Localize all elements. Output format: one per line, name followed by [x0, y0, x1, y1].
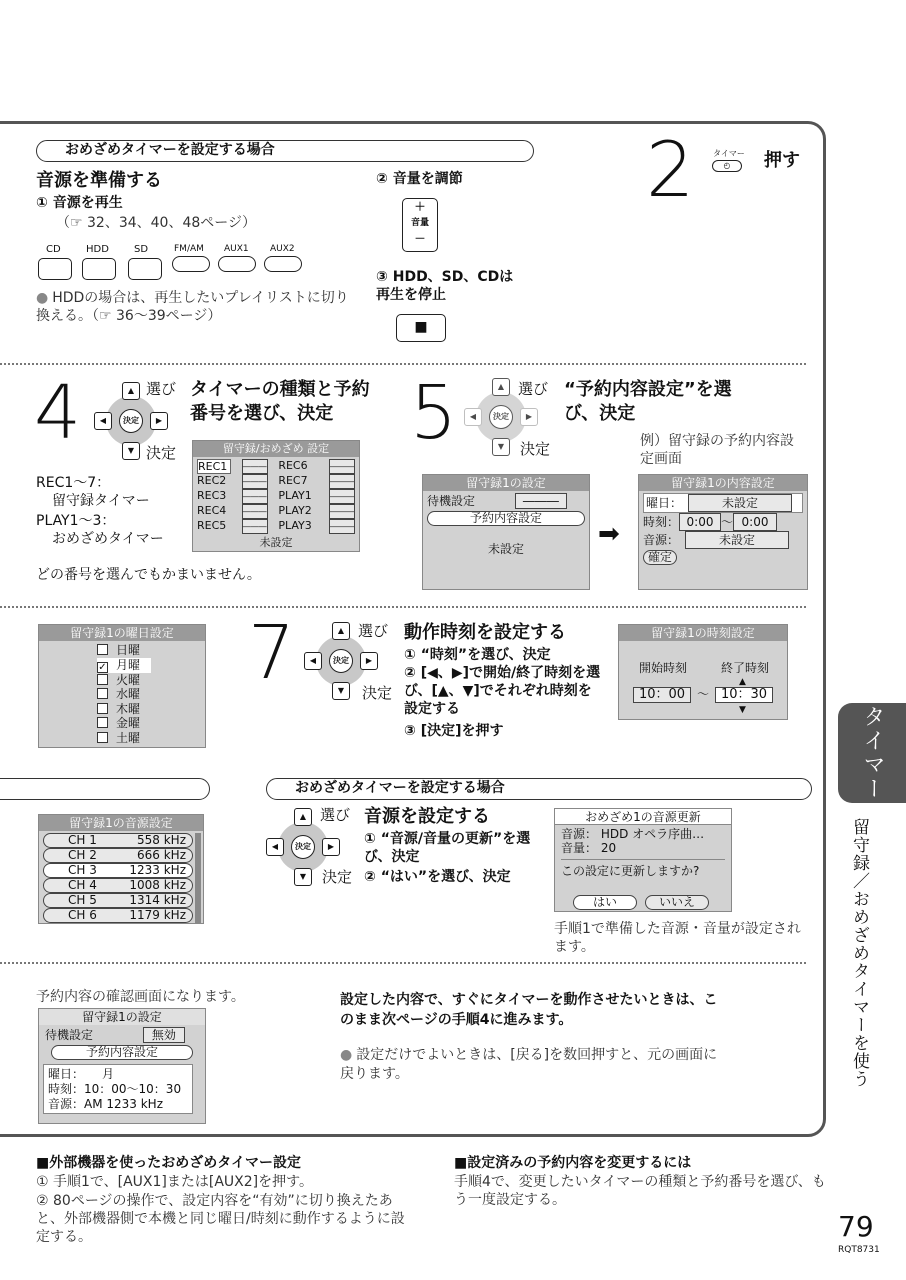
hdd-label: HDD — [86, 244, 109, 255]
left-button[interactable]: ◀ — [94, 412, 112, 430]
side-tab-timer[interactable]: タイマー — [838, 703, 906, 803]
desc-play2: おめざめタイマー — [52, 531, 164, 547]
start-label: 開始時刻 — [639, 661, 688, 675]
step1-sub1: ① 音源を再生 — [36, 195, 123, 211]
standby-value: 無効 — [143, 1027, 185, 1043]
screen-title: 留守録1の曜日設定 — [39, 625, 205, 641]
step8-ok-label: 決定 — [322, 868, 353, 886]
left-button[interactable]: ◀ — [266, 838, 284, 856]
step5-title: “予約内容設定”を選び、決定 — [564, 379, 732, 424]
content-setting-item[interactable]: 予約内容設定 — [51, 1045, 193, 1060]
yes-button[interactable]: はい — [573, 895, 637, 910]
footer-right-1: 手順4で、変更したいタイマーの種類と予約番号を選び、もう一度設定する。 — [454, 1174, 826, 1208]
checkbox-icon[interactable] — [97, 644, 108, 655]
timer-button-label: タイマー — [713, 149, 745, 158]
enter-button[interactable]: 決定 — [489, 405, 513, 429]
screen-time-settings — [618, 624, 788, 720]
day-item[interactable]: 木曜 — [97, 702, 205, 717]
day-item[interactable]: 火曜 — [97, 673, 205, 688]
step1-title: 音源を準備する — [36, 170, 162, 191]
step9-note: ● 設定だけでよいときは、[戻る]を数回押すと、元の画面に戻ります。 — [340, 1046, 720, 1084]
step8-l1: ① “音源/音量の更新”を選び、決定 — [364, 831, 531, 865]
footer-right-title: ■設定済みの予約内容を変更するには — [454, 1155, 692, 1171]
screen-timer-settings — [422, 474, 590, 590]
step9-bold-text: 設定した内容で、すぐにタイマーを動作させたいときは、このまま次ページの手順4に進みます。 — [340, 992, 718, 1028]
update-question: この設定に更新しますか? — [561, 859, 725, 878]
step1-note: ● HDDの場合は、再生したいプレイリストに切り換える。（☞ 36～39ページ） — [36, 289, 356, 325]
day-item[interactable]: 日曜 — [97, 643, 205, 658]
section-header-wake-timer-2: おめざめタイマーを設定する場合 — [266, 778, 812, 800]
up-button[interactable]: ▲ — [332, 622, 350, 640]
rec-row[interactable]: REC1 ――― REC6 ――― — [198, 459, 354, 473]
end-time-field[interactable]: 10：30 — [715, 687, 773, 703]
time-start: 0:00 — [679, 513, 721, 531]
step7-number: 7 — [248, 610, 296, 696]
tilde: ～ — [697, 687, 710, 701]
standby-value: ――― — [515, 493, 567, 509]
vol-plus: ＋ — [414, 200, 426, 213]
step9-intro: 予約内容の確認画面になります。 — [36, 989, 245, 1005]
step5-example: 例）留守録の予約内容設定画面 — [640, 433, 794, 467]
channel-item[interactable]: CH 5 1314 kHz — [43, 893, 193, 908]
step8-l2: ② “はい”を選び、決定 — [364, 869, 511, 885]
aux1-button[interactable] — [218, 256, 256, 272]
divider-3 — [0, 962, 806, 964]
cd-label: CD — [46, 244, 61, 255]
standby-label: 待機設定 — [427, 494, 476, 508]
screen-content-settings — [638, 474, 808, 590]
step1-sub3: ③ HDD、SD、CDは再生を停止 — [376, 269, 514, 303]
step8-title: 音源を設定する — [364, 806, 490, 827]
volume-button[interactable] — [402, 198, 438, 252]
step7-sel-label: 選び — [358, 622, 389, 640]
step5-number: 5 — [410, 370, 458, 456]
page-number: 79 — [838, 1210, 874, 1243]
desc-rec: REC1～7： — [36, 475, 111, 491]
step2-number: 2 — [646, 125, 695, 214]
down-arrow-icon: ▼ — [739, 705, 746, 715]
footer-left-1: ① 手順1で、[AUX1]または[AUX2]を押す。 — [36, 1174, 313, 1190]
side-section-title: 留守録／おめざめタイマーを使う — [849, 818, 869, 1088]
down-button[interactable]: ▼ — [294, 868, 312, 886]
checkbox-icon[interactable] — [97, 674, 108, 685]
step7-ok-label: 決定 — [362, 684, 393, 702]
section-header-wake-timer: おめざめタイマーを設定する場合 — [36, 140, 534, 162]
step7-l2: ② [◀、▶]で開始/終了時刻を選び、[▲、▼]でそれぞれ時刻を設定する — [404, 665, 601, 717]
scrollbar[interactable] — [195, 833, 201, 923]
step4-sel-label: 選び — [146, 380, 177, 398]
rec-row[interactable]: REC2 ――― REC7 ――― — [197, 474, 354, 487]
right-button[interactable]: ▶ — [322, 838, 340, 856]
day-item[interactable]: 水曜 — [97, 687, 205, 702]
enter-button[interactable]: 決定 — [119, 409, 143, 433]
day-item[interactable]: 土曜 — [97, 731, 205, 746]
footer-left-title: ■外部機器を使ったおめざめタイマー設定 — [36, 1155, 301, 1171]
rec-row[interactable]: REC3 ――― PLAY1 ――― — [197, 489, 354, 502]
standby-row — [423, 491, 589, 511]
step4-title: タイマーの種類と予約番号を選び、決定 — [190, 379, 370, 424]
checkbox-icon[interactable] — [97, 732, 108, 743]
screen-title: 留守録1の設定 — [39, 1009, 205, 1025]
checkbox-icon[interactable] — [97, 688, 108, 699]
divider-1 — [0, 363, 806, 365]
channel-list — [39, 831, 203, 923]
right-button[interactable]: ▶ — [360, 652, 378, 670]
no-button[interactable]: いいえ — [645, 895, 709, 910]
step8-sel-label: 選び — [320, 806, 351, 824]
divider-2 — [0, 606, 806, 608]
right-button[interactable]: ▶ — [150, 412, 168, 430]
standby-label: 待機設定 — [45, 1028, 94, 1042]
day-row[interactable]: 曜日： 未設定 — [643, 493, 803, 513]
unset-text: 未設定 — [487, 542, 524, 556]
fmam-button[interactable] — [172, 256, 210, 272]
hdd-button[interactable] — [82, 258, 116, 280]
desc-play: PLAY1～3： — [36, 513, 116, 529]
vol-minus: － — [414, 232, 426, 245]
stop-button[interactable]: ■ — [396, 314, 446, 342]
source-row[interactable]: 音源： 未設定 — [643, 531, 803, 549]
screen-confirm — [38, 1008, 206, 1124]
content-setting-item[interactable]: 予約内容設定 — [427, 511, 585, 526]
left-button[interactable]: ◀ — [464, 408, 482, 426]
arrow-right-icon: ➡ — [598, 519, 620, 549]
time-row[interactable]: 時刻： 0:00 ～ 0:00 — [643, 513, 803, 531]
confirm-button[interactable]: 確定 — [643, 550, 677, 565]
checkbox-icon[interactable]: ✓ — [98, 661, 107, 673]
aux2-button[interactable] — [264, 256, 302, 272]
screen-title: おめざめ1の音源更新 — [555, 809, 731, 825]
screen-timer-select — [192, 440, 360, 552]
summary-source: 音源：AM 1233 kHz — [48, 1097, 164, 1111]
day-item[interactable]: ✓ 月曜 — [97, 658, 151, 673]
screen-source-update — [554, 808, 732, 912]
end-label: 終了時刻 — [721, 661, 770, 675]
step7-l3: ③ [決定]を押す — [404, 723, 504, 739]
summary-day: 曜日： 月 — [48, 1067, 115, 1081]
step1-sub2: ② 音量を調節 — [376, 171, 463, 187]
summary-box — [43, 1064, 193, 1114]
section-header-left-stub — [0, 778, 210, 800]
checkbox-icon[interactable] — [97, 717, 108, 728]
source-buttons — [38, 244, 308, 284]
update-volume: 音量： 20 — [561, 841, 617, 855]
channel-item[interactable]: CH 3 1233 kHz — [43, 863, 193, 878]
desc-rec2: 留守録タイマー — [52, 493, 150, 509]
up-button[interactable]: ▲ — [122, 382, 140, 400]
day-value: 未設定 — [688, 494, 792, 512]
sd-label: SD — [134, 244, 149, 255]
down-button[interactable]: ▼ — [332, 682, 350, 700]
down-button[interactable]: ▼ — [122, 442, 140, 460]
step7-l1: ① “時刻”を選び、決定 — [404, 647, 551, 663]
step4-number: 4 — [34, 370, 82, 456]
day-list — [39, 641, 205, 745]
day-item[interactable]: 金曜 — [97, 716, 205, 731]
screen-title: 留守録/おめざめ 設定 — [193, 441, 359, 457]
rec-grid — [193, 457, 359, 536]
up-button[interactable]: ▲ — [492, 378, 510, 396]
start-time-field[interactable]: 10：00 — [633, 687, 691, 703]
checkbox-icon[interactable] — [97, 703, 108, 714]
time-end: 0:00 — [733, 513, 777, 531]
source-value: 未設定 — [685, 531, 789, 549]
down-button[interactable]: ▼ — [492, 438, 510, 456]
aux1-label: AUX1 — [224, 244, 249, 254]
timer-button[interactable]: ◴ — [712, 160, 742, 172]
footer-left-2: ② 80ページの操作で、設定内容を“有効”に切り換えたあと、外部機器側で本機と同じ曜日/時刻に動作するように設定する。 — [36, 1193, 405, 1245]
update-source: 音源： HDD オペラ序曲… — [561, 827, 705, 841]
rec-row[interactable]: REC5 ――― PLAY3 ――― — [197, 519, 354, 532]
left-button[interactable]: ◀ — [304, 652, 322, 670]
screen-title: 留守録1の音源設定 — [39, 815, 203, 831]
right-button[interactable]: ▶ — [520, 408, 538, 426]
up-arrow-icon: ▲ — [739, 677, 746, 687]
step2-text: 押す — [764, 150, 800, 171]
channel-item[interactable]: CH 6 1179 kHz — [43, 908, 193, 923]
step1-ref: （☞ 32、34、40、48ページ） — [56, 215, 256, 231]
step4-note: どの番号を選んでもかまいません。 — [36, 567, 261, 583]
step4-ok-label: 決定 — [146, 444, 177, 462]
screen-footer: 未設定 — [259, 536, 293, 549]
step7-title: 動作時刻を設定する — [404, 622, 566, 643]
screen-source-settings — [38, 814, 204, 924]
aux2-label: AUX2 — [270, 244, 295, 254]
vol-label: 音量 — [410, 218, 429, 228]
step8-note: 手順1で準備した音源・音量が設定されます。 — [554, 921, 801, 955]
standby-row — [39, 1025, 205, 1045]
up-button[interactable]: ▲ — [294, 808, 312, 826]
channel-item[interactable]: CH 2 666 kHz — [43, 848, 193, 863]
screen-title: 留守録1の時刻設定 — [619, 625, 787, 641]
rec-row[interactable]: REC4 ――― PLAY2 ――― — [197, 504, 354, 517]
summary-time: 時刻：10：00～10：30 — [48, 1082, 182, 1096]
screen-day-settings — [38, 624, 206, 748]
screen-title: 留守録1の内容設定 — [639, 475, 807, 491]
doc-code: RQT8731 — [838, 1245, 880, 1255]
fmam-label: FM/AM — [174, 244, 204, 254]
enter-button[interactable]: 決定 — [291, 835, 315, 859]
channel-item[interactable]: CH 4 1008 kHz — [43, 878, 193, 893]
sd-button[interactable] — [128, 258, 162, 280]
cd-button[interactable] — [38, 258, 72, 280]
screen-title: 留守録1の設定 — [423, 475, 589, 491]
step5-sel-label: 選び — [518, 380, 549, 398]
step5-ok-label: 決定 — [520, 440, 551, 458]
enter-button[interactable]: 決定 — [329, 649, 353, 673]
channel-item[interactable]: CH 1 558 kHz — [43, 833, 193, 848]
